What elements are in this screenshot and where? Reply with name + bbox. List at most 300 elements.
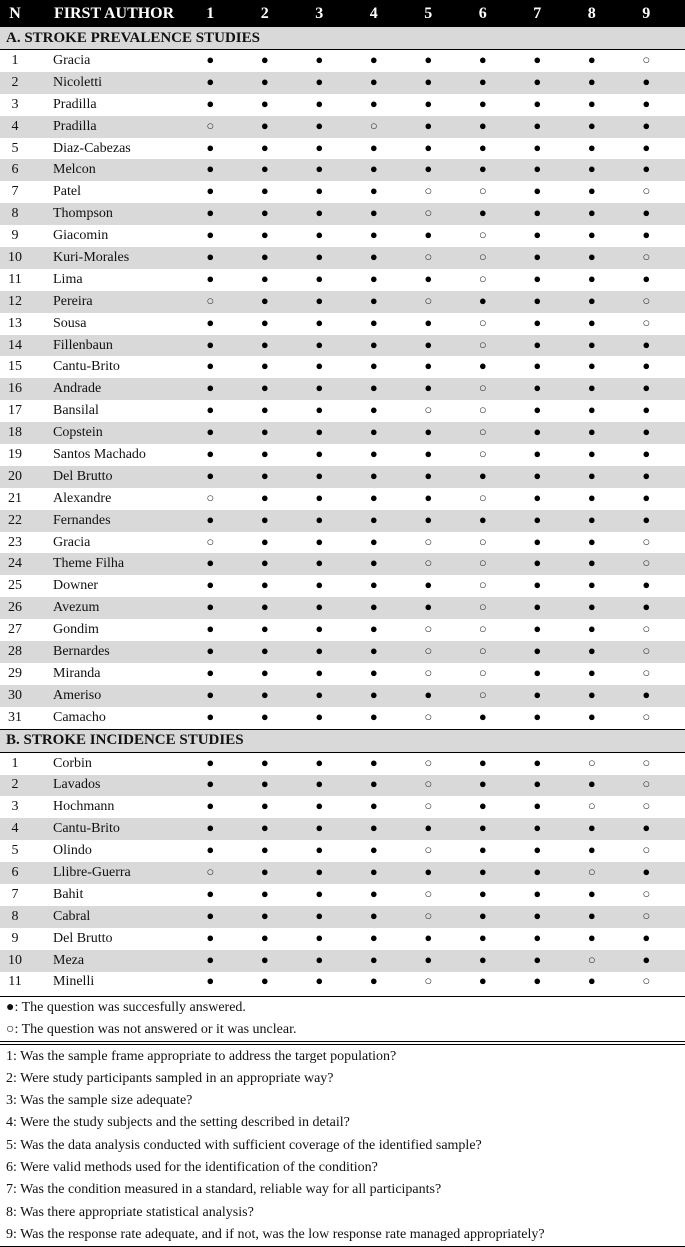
score-cell-q4 <box>347 294 402 310</box>
answered-dot-icon: ● <box>424 95 433 111</box>
unanswered-circle-icon: ○ <box>424 642 433 658</box>
answered-dot-icon: ● <box>478 885 487 901</box>
answered-dot-icon: ● <box>587 820 596 836</box>
row-number: 5 <box>11 140 19 156</box>
score-cell-q9 <box>619 666 674 682</box>
score-cell-q7 <box>510 513 565 529</box>
score-cell-q5 <box>401 710 456 726</box>
unanswered-circle-icon: ○ <box>642 798 651 814</box>
score-cell-q6 <box>456 119 511 135</box>
unanswered-circle-icon: ○ <box>642 248 651 264</box>
answered-dot-icon: ● <box>533 227 542 243</box>
unanswered-circle-icon: ○ <box>478 314 487 330</box>
first-author: Camacho <box>53 709 106 725</box>
score-cell-q1 <box>183 777 238 793</box>
score-cell-q8 <box>565 799 620 815</box>
first-author: Meza <box>53 952 85 968</box>
row-number: 12 <box>8 293 22 309</box>
score-cell-q2 <box>238 272 293 288</box>
score-cell-q7 <box>510 184 565 200</box>
score-cell-q2 <box>238 756 293 772</box>
score-cell-q6 <box>456 338 511 354</box>
first-author: Copstein <box>53 425 103 441</box>
score-cell-q3 <box>292 294 347 310</box>
score-cell-q7 <box>510 578 565 594</box>
answered-dot-icon: ● <box>587 467 596 483</box>
answered-dot-icon: ● <box>369 95 378 111</box>
score-cell-q7 <box>510 556 565 572</box>
score-cell-q3 <box>292 821 347 837</box>
table-row <box>0 663 685 685</box>
answered-dot-icon: ● <box>315 117 324 133</box>
score-cell-q3 <box>292 491 347 507</box>
row-number: 31 <box>8 709 22 725</box>
score-cell-q2 <box>238 909 293 925</box>
score-cell-q7 <box>510 75 565 91</box>
score-cell-q9 <box>619 578 674 594</box>
answered-dot-icon: ● <box>206 642 215 658</box>
first-author: Gracia <box>53 534 91 550</box>
answered-dot-icon: ● <box>315 798 324 814</box>
table-row <box>0 775 685 797</box>
header-q8: 8 <box>587 4 596 22</box>
answered-dot-icon: ● <box>533 51 542 67</box>
answered-dot-icon: ● <box>533 577 542 593</box>
score-cell-q7 <box>510 53 565 69</box>
score-cell-q8 <box>565 294 620 310</box>
answered-dot-icon: ● <box>642 929 651 945</box>
answered-dot-icon: ● <box>260 754 269 770</box>
answered-dot-icon: ● <box>206 424 215 440</box>
score-cell-q6 <box>456 688 511 704</box>
score-cell-q1 <box>183 491 238 507</box>
answered-dot-icon: ● <box>642 489 651 505</box>
unanswered-circle-icon: ○ <box>642 314 651 330</box>
question-item: 5: Was the data analysis conducted with sufficient coverage of the identified sample? <box>6 1137 482 1153</box>
answered-dot-icon: ● <box>206 577 215 593</box>
score-cell-q6 <box>456 622 511 638</box>
answered-dot-icon: ● <box>260 336 269 352</box>
score-cell-q6 <box>456 250 511 266</box>
answered-dot-icon: ● <box>533 314 542 330</box>
score-cell-q1 <box>183 600 238 616</box>
score-cell-q5 <box>401 228 456 244</box>
answered-dot-icon: ● <box>206 358 215 374</box>
score-cell-q5 <box>401 141 456 157</box>
score-cell-q4 <box>347 756 402 772</box>
score-cell-q7 <box>510 535 565 551</box>
answered-dot-icon: ● <box>478 708 487 724</box>
score-cell-q8 <box>565 206 620 222</box>
answered-dot-icon: ● <box>587 776 596 792</box>
score-cell-q4 <box>347 600 402 616</box>
answered-dot-icon: ● <box>424 227 433 243</box>
score-cell-q9 <box>619 491 674 507</box>
table-row <box>0 510 685 532</box>
score-cell-q5 <box>401 953 456 969</box>
score-cell-q9 <box>619 162 674 178</box>
score-cell-q1 <box>183 556 238 572</box>
score-cell-q8 <box>565 974 620 990</box>
answered-dot-icon: ● <box>533 489 542 505</box>
first-author: Del Brutto <box>53 930 113 946</box>
answered-dot-icon: ● <box>315 664 324 680</box>
score-cell-q8 <box>565 338 620 354</box>
unanswered-circle-icon: ○ <box>478 599 487 615</box>
score-cell-q4 <box>347 119 402 135</box>
first-author: Patel <box>53 184 81 200</box>
unanswered-circle-icon: ○ <box>424 248 433 264</box>
score-cell-q5 <box>401 403 456 419</box>
answered-dot-icon: ● <box>315 929 324 945</box>
answered-dot-icon: ● <box>587 336 596 352</box>
score-cell-q8 <box>565 53 620 69</box>
score-cell-q1 <box>183 162 238 178</box>
first-author: Cabral <box>53 908 91 924</box>
score-cell-q2 <box>238 316 293 332</box>
score-cell-q6 <box>456 491 511 507</box>
first-author: Cantu-Brito <box>53 821 120 837</box>
unanswered-circle-icon: ○ <box>478 248 487 264</box>
unanswered-circle-icon: ○ <box>642 885 651 901</box>
table-row <box>0 356 685 378</box>
answered-dot-icon: ● <box>424 336 433 352</box>
score-cell-q9 <box>619 931 674 947</box>
answered-dot-icon: ● <box>587 161 596 177</box>
answered-dot-icon: ● <box>260 555 269 571</box>
answered-dot-icon: ● <box>260 467 269 483</box>
score-cell-q2 <box>238 865 293 881</box>
score-cell-q3 <box>292 688 347 704</box>
answered-dot-icon: ● <box>315 708 324 724</box>
score-cell-q9 <box>619 447 674 463</box>
score-cell-q3 <box>292 887 347 903</box>
answered-dot-icon: ● <box>642 820 651 836</box>
answered-dot-icon: ● <box>260 533 269 549</box>
score-cell-q8 <box>565 119 620 135</box>
score-cell-q1 <box>183 974 238 990</box>
score-cell-q2 <box>238 710 293 726</box>
unanswered-circle-icon: ○ <box>424 533 433 549</box>
first-author: Bansilal <box>53 403 99 419</box>
unanswered-circle-icon: ○ <box>478 402 487 418</box>
score-cell-q1 <box>183 447 238 463</box>
answered-dot-icon: ● <box>315 621 324 637</box>
answered-dot-icon: ● <box>587 664 596 680</box>
unanswered-circle-icon: ○ <box>424 907 433 923</box>
answered-dot-icon: ● <box>478 511 487 527</box>
answered-dot-icon: ● <box>206 754 215 770</box>
row-number: 5 <box>11 843 19 859</box>
first-author: Theme Filha <box>53 556 125 572</box>
score-cell-q3 <box>292 622 347 638</box>
answered-dot-icon: ● <box>315 51 324 67</box>
answered-dot-icon: ● <box>587 95 596 111</box>
answered-dot-icon: ● <box>369 380 378 396</box>
answered-dot-icon: ● <box>260 642 269 658</box>
score-cell-q8 <box>565 381 620 397</box>
answered-dot-icon: ● <box>369 842 378 858</box>
score-cell-q3 <box>292 865 347 881</box>
score-cell-q6 <box>456 294 511 310</box>
answered-dot-icon: ● <box>315 380 324 396</box>
score-cell-q6 <box>456 425 511 441</box>
section-a-title: A. STROKE PREVALENCE STUDIES <box>0 27 685 50</box>
header-q9: 9 <box>642 4 651 22</box>
score-cell-q6 <box>456 53 511 69</box>
score-cell-q8 <box>565 756 620 772</box>
score-cell-q8 <box>565 513 620 529</box>
score-cell-q6 <box>456 359 511 375</box>
answered-dot-icon: ● <box>424 139 433 155</box>
score-cell-q6 <box>456 141 511 157</box>
answered-dot-icon: ● <box>587 51 596 67</box>
score-cell-q6 <box>456 821 511 837</box>
score-cell-q5 <box>401 887 456 903</box>
answered-dot-icon: ● <box>369 686 378 702</box>
answered-dot-icon: ● <box>206 205 215 221</box>
answered-dot-icon: ● <box>642 205 651 221</box>
answered-dot-icon: ● <box>424 380 433 396</box>
answered-dot-icon: ● <box>533 951 542 967</box>
answered-dot-icon: ● <box>424 489 433 505</box>
score-cell-q2 <box>238 184 293 200</box>
score-cell-q9 <box>619 141 674 157</box>
row-number: 9 <box>11 930 19 946</box>
score-cell-q9 <box>619 228 674 244</box>
score-cell-q4 <box>347 974 402 990</box>
unanswered-circle-icon: ○ <box>424 664 433 680</box>
answered-dot-icon: ● <box>587 907 596 923</box>
score-cell-q5 <box>401 931 456 947</box>
answered-dot-icon: ● <box>369 445 378 461</box>
answered-dot-icon: ● <box>478 754 487 770</box>
answered-dot-icon: ● <box>369 776 378 792</box>
answered-dot-icon: ● <box>260 708 269 724</box>
section-b-title: B. STROKE INCIDENCE STUDIES <box>0 729 685 753</box>
score-cell-q3 <box>292 359 347 375</box>
row-number: 30 <box>8 687 22 703</box>
score-cell-q3 <box>292 316 347 332</box>
score-cell-q6 <box>456 887 511 903</box>
score-cell-q2 <box>238 622 293 638</box>
table-row <box>0 928 685 950</box>
unanswered-circle-icon: ○ <box>642 292 651 308</box>
score-cell-q1 <box>183 622 238 638</box>
answered-dot-icon: ● <box>587 533 596 549</box>
answered-dot-icon: ● <box>260 577 269 593</box>
answered-dot-icon: ● <box>424 73 433 89</box>
answered-dot-icon: ● <box>642 73 651 89</box>
score-cell-q9 <box>619 97 674 113</box>
answered-dot-icon: ● <box>478 139 487 155</box>
answered-dot-icon: ● <box>424 467 433 483</box>
score-cell-q9 <box>619 184 674 200</box>
score-cell-q4 <box>347 821 402 837</box>
score-cell-q2 <box>238 556 293 572</box>
row-number: 24 <box>8 556 22 572</box>
score-cell-q2 <box>238 206 293 222</box>
answered-dot-icon: ● <box>533 117 542 133</box>
score-cell-q5 <box>401 578 456 594</box>
answered-dot-icon: ● <box>260 248 269 264</box>
answered-dot-icon: ● <box>533 798 542 814</box>
answered-dot-icon: ● <box>533 664 542 680</box>
score-cell-q5 <box>401 622 456 638</box>
answered-dot-icon: ● <box>260 686 269 702</box>
score-cell-q7 <box>510 865 565 881</box>
score-cell-q5 <box>401 447 456 463</box>
score-cell-q8 <box>565 953 620 969</box>
row-number: 27 <box>8 622 22 638</box>
answered-dot-icon: ● <box>315 467 324 483</box>
table-row <box>0 159 685 181</box>
first-author: Santos Machado <box>53 446 146 462</box>
score-cell-q5 <box>401 600 456 616</box>
table-row <box>0 466 685 488</box>
first-author: Pradilla <box>53 118 97 134</box>
row-number: 8 <box>11 908 19 924</box>
answered-dot-icon: ● <box>206 270 215 286</box>
score-cell-q2 <box>238 162 293 178</box>
score-cell-q4 <box>347 425 402 441</box>
score-cell-q6 <box>456 97 511 113</box>
table-row <box>0 444 685 466</box>
table-row <box>0 532 685 554</box>
answered-dot-icon: ● <box>533 708 542 724</box>
answered-dot-icon: ● <box>587 117 596 133</box>
answered-dot-icon: ● <box>533 929 542 945</box>
score-cell-q7 <box>510 688 565 704</box>
answered-dot-icon: ● <box>315 183 324 199</box>
score-cell-q2 <box>238 359 293 375</box>
answered-dot-icon: ● <box>533 424 542 440</box>
answered-dot-icon: ● <box>478 95 487 111</box>
score-cell-q8 <box>565 141 620 157</box>
score-cell-q9 <box>619 974 674 990</box>
answered-dot-icon: ● <box>587 489 596 505</box>
answered-dot-icon: ● <box>315 842 324 858</box>
score-cell-q6 <box>456 75 511 91</box>
score-cell-q2 <box>238 513 293 529</box>
score-cell-q4 <box>347 666 402 682</box>
answered-dot-icon: ● <box>533 139 542 155</box>
answered-dot-icon: ● <box>369 248 378 264</box>
score-cell-q9 <box>619 600 674 616</box>
answered-dot-icon: ● <box>206 907 215 923</box>
unanswered-circle-icon: ○ <box>478 424 487 440</box>
score-cell-q5 <box>401 556 456 572</box>
answered-dot-icon: ● <box>315 402 324 418</box>
question-item: 4: Were the study subjects and the setting described in detail? <box>6 1115 350 1131</box>
score-cell-q1 <box>183 316 238 332</box>
score-cell-q4 <box>347 316 402 332</box>
score-cell-q4 <box>347 97 402 113</box>
answered-dot-icon: ● <box>642 577 651 593</box>
unanswered-circle-icon: ○ <box>642 754 651 770</box>
answered-dot-icon: ● <box>315 754 324 770</box>
answered-dot-icon: ● <box>587 227 596 243</box>
score-cell-q7 <box>510 974 565 990</box>
first-author: Alexandre <box>53 490 112 506</box>
unanswered-circle-icon: ○ <box>642 842 651 858</box>
table-row <box>0 378 685 400</box>
unanswered-circle-icon: ○ <box>642 973 651 989</box>
first-author: Miranda <box>53 665 101 681</box>
score-cell-q7 <box>510 162 565 178</box>
score-cell-q9 <box>619 513 674 529</box>
row-number: 3 <box>11 96 19 112</box>
score-cell-q4 <box>347 162 402 178</box>
answered-dot-icon: ● <box>587 973 596 989</box>
unanswered-circle-icon: ○ <box>478 183 487 199</box>
question-item: 9: Was the response rate adequate, and if not, was the low response rate managed appropriately? <box>0 1224 685 1247</box>
answered-dot-icon: ● <box>315 489 324 505</box>
score-cell-q7 <box>510 491 565 507</box>
unanswered-circle-icon: ○ <box>478 577 487 593</box>
answered-dot-icon: ● <box>315 336 324 352</box>
score-cell-q5 <box>401 97 456 113</box>
answered-dot-icon: ● <box>260 489 269 505</box>
score-cell-q7 <box>510 206 565 222</box>
score-cell-q4 <box>347 381 402 397</box>
unanswered-circle-icon: ○ <box>424 973 433 989</box>
answered-dot-icon: ● <box>587 139 596 155</box>
score-cell-q8 <box>565 578 620 594</box>
score-cell-q1 <box>183 513 238 529</box>
score-cell-q8 <box>565 316 620 332</box>
answered-dot-icon: ● <box>260 139 269 155</box>
first-author: Giacomin <box>53 228 109 244</box>
table-row <box>0 313 685 335</box>
row-number: 11 <box>8 271 22 287</box>
score-cell-q1 <box>183 644 238 660</box>
score-cell-q8 <box>565 75 620 91</box>
score-cell-q2 <box>238 644 293 660</box>
header-n: N <box>9 4 21 22</box>
score-cell-q6 <box>456 843 511 859</box>
answered-dot-icon: ● <box>424 686 433 702</box>
score-cell-q7 <box>510 359 565 375</box>
answered-dot-icon: ● <box>315 642 324 658</box>
answered-dot-icon: ● <box>206 402 215 418</box>
score-cell-q4 <box>347 953 402 969</box>
answered-dot-icon: ● <box>424 270 433 286</box>
unanswered-circle-icon: ○ <box>206 489 215 505</box>
score-cell-q5 <box>401 688 456 704</box>
score-cell-q1 <box>183 578 238 594</box>
score-cell-q2 <box>238 141 293 157</box>
first-author: Pereira <box>53 293 93 309</box>
score-cell-q4 <box>347 141 402 157</box>
answered-dot-icon: ● <box>315 776 324 792</box>
answered-dot-icon: ● <box>587 511 596 527</box>
score-cell-q4 <box>347 491 402 507</box>
first-author: Del Brutto <box>53 468 113 484</box>
score-cell-q6 <box>456 644 511 660</box>
score-cell-q2 <box>238 53 293 69</box>
score-cell-q9 <box>619 250 674 266</box>
section-a-rows <box>0 50 685 729</box>
row-number: 25 <box>8 578 22 594</box>
score-cell-q7 <box>510 381 565 397</box>
score-cell-q3 <box>292 931 347 947</box>
score-cell-q1 <box>183 666 238 682</box>
row-number: 9 <box>11 228 19 244</box>
answered-dot-icon: ● <box>533 864 542 879</box>
score-cell-q7 <box>510 777 565 793</box>
unanswered-circle-icon: ○ <box>424 555 433 571</box>
